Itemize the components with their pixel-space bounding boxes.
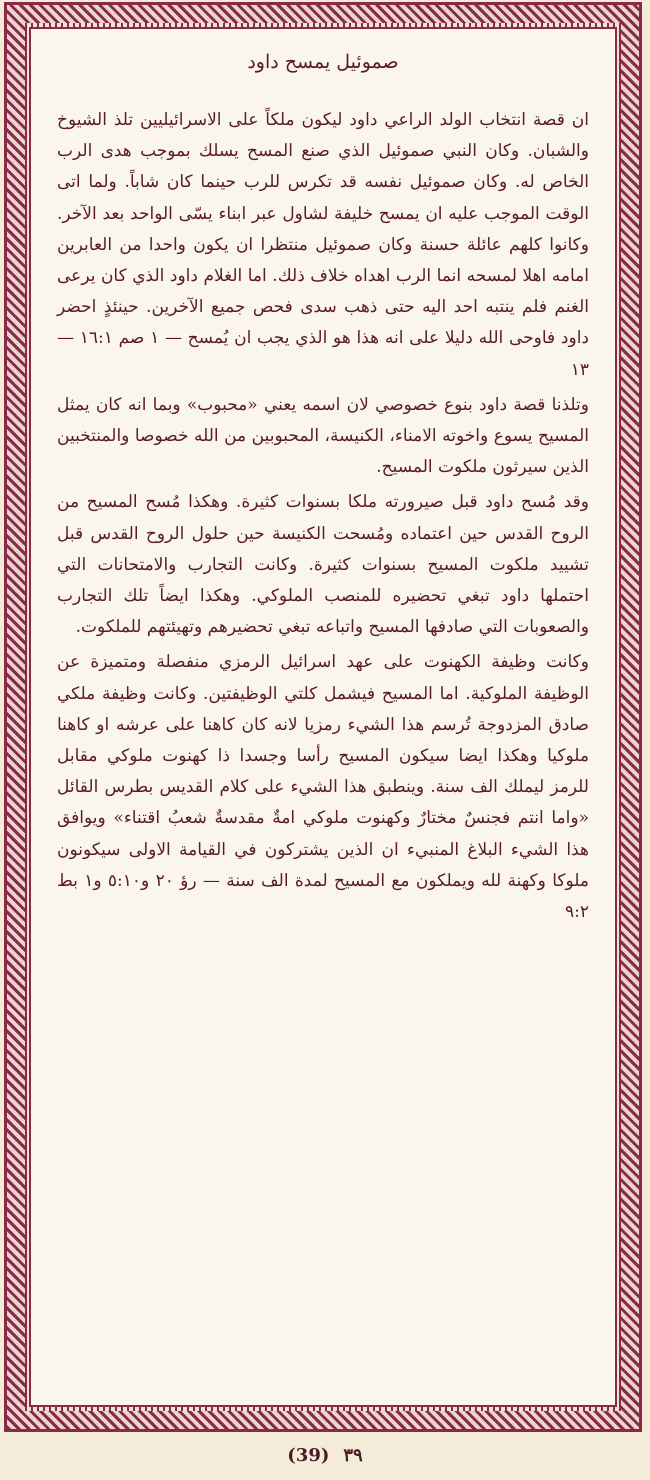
page-number-latin: (39): [287, 1444, 330, 1466]
paragraph-3: وقد مُسح داود قبل صيرورته ملكا بسنوات كثيرة. وهكذا مُسح المسيح من الروح القدس حين اعتماده ومُسحت الكنيسة حين حلول الروح القدس قبل تشييد ملكوت المسيح بسنوات كثيرة. وكانت التجارب والامتحانات التي احتملها داود تبغي تحضيره للمنصب الملوكي. وهكذا ايضاً تلك التجارب والصعوبات التي صادفها المسيح واتباعه تبغي تحضيرهم وتهيئتهم للملكوت.: [57, 492, 589, 638]
page-title: صموئيل يمسح داود: [247, 51, 399, 73]
paragraph-1: ان قصة انتخاب الولد الراعي داود ليكون ملكاً على الاسرائيليين تلذ الشيوخ والشبان. وكان النبي صموئيل الذي صنع المسح يسلك بموجب هدى الرب الخاص له. وكان صموئيل نفسه قد تكرس للرب حينما كان شاباً. ولما اتى الوقت الموجب عليه ان يمسح خليفة لشاول عبر ابناء يسّى الواحد بعد الآخر. وكانوا كلهم عائلة حسنة وكان صموئيل منتظرا ان يكون واحدا من العابرين امامه اهلا لمسحه انما الرب اهداه خلاف ذلك. اما الغلام داود الذي كان يرعى الغنم فلم ينتبه احد اليه حتى ذهب سدى فحص جميع الآخرين. حينئذٍ احضر داود فاوحى الله دليلا على انه هذا هو الذي يجب ان يُمسح — ١ صم ١٦:١ — ١٣: [57, 110, 589, 380]
page-number: [0, 1430, 650, 1480]
paragraph-4: وكانت وظيفة الكهنوت على عهد اسرائيل الرمزي منفصلة ومتميزة عن الوظيفة الملوكية. اما المسيح فيشمل كلتي الوظيفتين. وكانت وظيفة ملكي صادق المزدوجة تُرسم هذا الشيء رمزيا لانه كان كاهنا على عرشه او كاهنا ملوكيا وهكذا ايضا سيكون المسيح رأسا وجسدا ذا كهنوت ملوكي مقابل للرمز ليملك الف سنة. وينطبق هذا الشيء على كلام القديس بطرس القائل «واما انتم فجنسٌ مختارٌ وكهنوت ملوكي امةٌ مقدسةٌ شعبُ اقتناء» ويوافق هذا الشيء البلاغ المنبيء ان الذين يشتركون في القيامة الاولى سيكونون ملوكا وكهنة لله ويملكون مع المسيح لمدة الف سنة — رؤ ٢٠ و٥:١٠ و١ بط ٩:٢: [57, 652, 589, 923]
page-number-arabic: ٣٩: [343, 1444, 363, 1466]
decorative-border: [4, 2, 642, 1432]
paragraph-2: وتلذنا قصة داود بنوع خصوصي لان اسمه يعني «محبوب» وبما انه كان يمثل المسيح يسوع واخوته الامناء، الكنيسة، المحبوبين من الله خصوصا والمنتخبين الذين سيرثون ملكوت المسيح.: [57, 394, 589, 478]
page-content: [29, 27, 617, 1407]
